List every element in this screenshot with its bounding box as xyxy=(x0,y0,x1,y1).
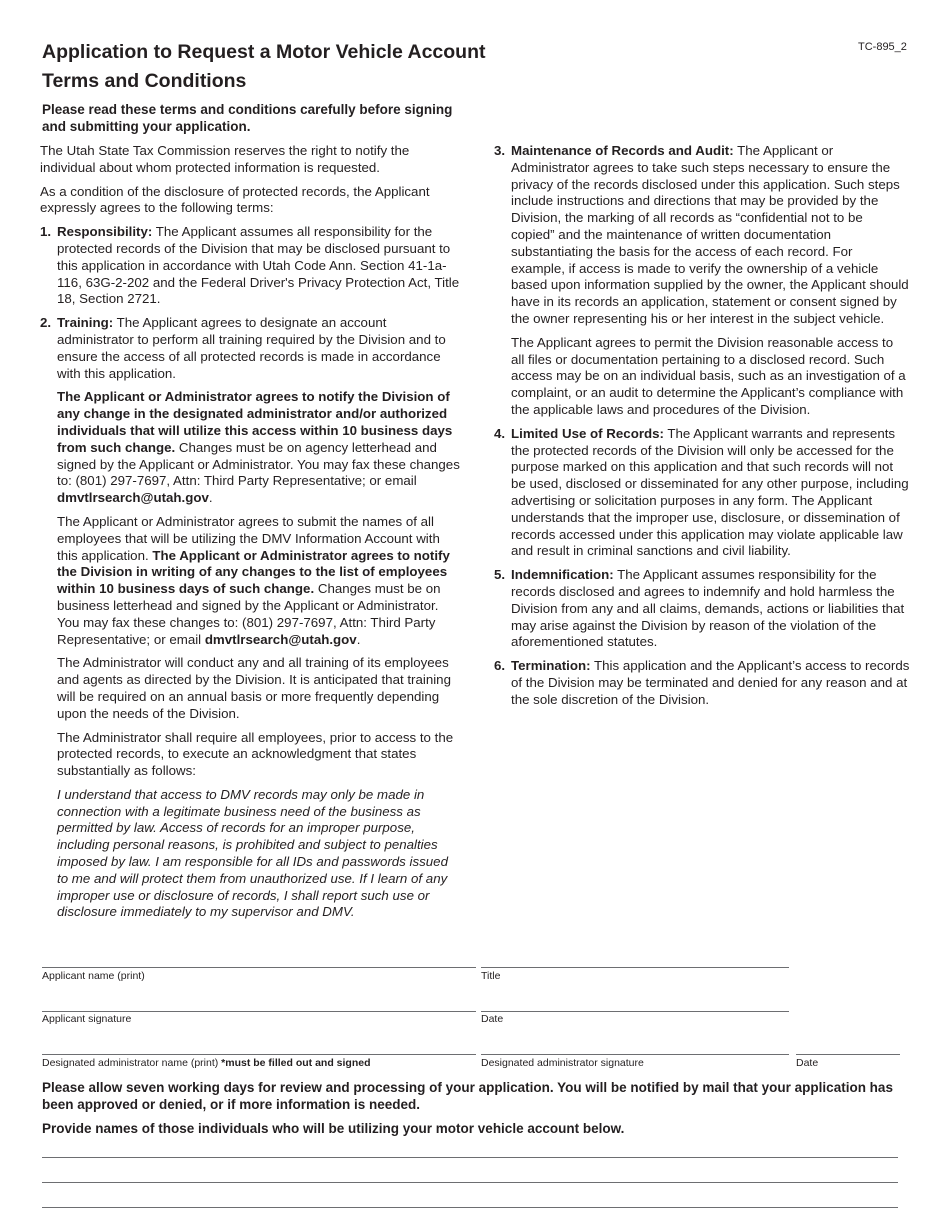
instructions: Please read these terms and conditions carefully before signing and submitting your application. xyxy=(42,102,453,134)
term-responsibility xyxy=(40,224,460,308)
term-heading: Termination: xyxy=(511,658,591,674)
date-field[interactable] xyxy=(481,1011,789,1012)
acknowledgment-statement: I understand that access to DMV records may only be made in connection with a legitimate business need of the business as permitted by law. Access of records for an improper purpose, including personal reasons, is prohibited and subject to penalties imposed by law. I am responsible for all IDs and passwords issued to me and will protect them from unauthorized use. If I learn of any improper use or disclosure of records, I shall report such use or disclosure immediately to my supervisor and DMV. xyxy=(57,786,448,920)
term-number: 6. xyxy=(494,658,506,674)
term-indemnification xyxy=(494,567,910,651)
term-heading: Indemnification: xyxy=(511,567,614,583)
form-number: TC-895_2 xyxy=(858,41,907,53)
page-title: Application to Request a Motor Vehicle Account xyxy=(42,41,486,63)
term-heading: Responsibility: xyxy=(57,224,153,240)
training-submit-bold: The Applicant or Administrator agrees to notify the Division in writing of any changes to the list of employees within 10 business days of such change. xyxy=(57,547,450,597)
term-text: The Applicant or Administrator agrees to take such steps necessary to ensure the privacy of the records disclosed under this application. Such steps include instructions and directions that may be provided by the Division, the marking of all records as “confidential not to be copied” and the maintenance of written documentation substantiating the basis for the access of each record. For example, if access is made to verify the ownership of a vehicle based upon information supplied by the owner, the Applicant should have in its records an application, statement or consent signed by the owner representing his or her interest in the subject vehicle. xyxy=(511,143,909,326)
punctuation: . xyxy=(356,631,361,647)
intro-paragraph-2: As a condition of the disclosure of protected records, the Applicant expressly agrees to the following terms: xyxy=(40,183,430,216)
admin-signature-field[interactable] xyxy=(481,1054,789,1055)
term-text: The Applicant assumes responsibility for the records disclosed and agrees to indemnify and hold harmless the Division from any and all claims, demands, actions or liabilities that may arise against the Division by reason of the violation of the aforementioned statutes. xyxy=(511,567,905,650)
date-label: Date xyxy=(481,1013,504,1025)
name-entry-line[interactable] xyxy=(42,1207,898,1208)
admin-date-field[interactable] xyxy=(796,1054,900,1055)
term-text: The Applicant assumes all responsibility for the protected records of the Division that may be disclosed pursuant to this application in accordance with Utah Code Ann. Section 41-1a-116, 63G-2-202 and the Federal Driver's Privacy Protection Act, Title 18, Section 2721. xyxy=(57,224,460,307)
term-termination xyxy=(494,658,910,708)
applicant-signature-field[interactable] xyxy=(42,1011,476,1012)
admin-name-label xyxy=(42,1057,371,1069)
training-submit-text: The Applicant or Administrator agrees to submit the names of all employees that will be utilizing the DMV Information Account with this application. xyxy=(57,513,440,563)
name-entry-line[interactable] xyxy=(42,1182,898,1183)
left-column xyxy=(40,143,460,928)
term-heading: Training: xyxy=(57,315,114,331)
term-number: 4. xyxy=(494,425,506,441)
applicant-name-field[interactable] xyxy=(42,967,476,968)
names-prompt: Provide names of those individuals who will be utilizing your motor vehicle account below. xyxy=(42,1121,625,1136)
admin-name-label-text: Designated administrator name (print) xyxy=(42,1057,219,1069)
title-field[interactable] xyxy=(481,967,789,968)
applicant-name-label: Applicant name (print) xyxy=(42,970,145,982)
right-column xyxy=(494,143,910,716)
term-number: 2. xyxy=(40,315,52,331)
term-heading: Limited Use of Records: xyxy=(511,425,664,441)
training-paragraph-3 xyxy=(40,514,460,648)
punctuation: . xyxy=(208,490,213,506)
term-text: This application and the Applicant’s access to records of the Division may be terminated and denied for any reason and at the sole discretion of the Division. xyxy=(511,658,910,707)
admin-date-label: Date xyxy=(796,1057,819,1069)
training-notify-text: Changes must be on agency letterhead and signed by the Applicant or Administrator. You may fax these changes to: (801) 297-7697, Attn: Third Party Representative; or email xyxy=(57,439,460,489)
email-address: dmvtlrsearch@utah.gov xyxy=(204,631,357,647)
term-training xyxy=(40,315,460,382)
intro-paragraph-1: The Utah State Tax Commission reserves the right to notify the individual about whom protected information is requested. xyxy=(40,143,410,175)
title-label: Title xyxy=(481,970,501,982)
term-text: The Applicant agrees to designate an account administrator to perform all training required by the Division and to ensure the access of all protected records is made in accordance with this application. xyxy=(57,315,446,381)
training-paragraph-4: The Administrator will conduct any and all training of its employees and agents as directed by the Division. It is anticipated that training will be required on an annual basis or more frequently depending upon the needs of the Division. xyxy=(57,655,451,721)
training-notify-bold: The Applicant or Administrator agrees to notify the Division of any change in the designated administrator and/or authorized individuals that will utilize this access within 10 business days from such change. xyxy=(57,389,453,455)
term-number: 5. xyxy=(494,567,506,583)
training-paragraph-2 xyxy=(40,389,460,507)
term-number: 1. xyxy=(40,224,52,240)
term-text: The Applicant warrants and represents the protected records of the Division will only be accessed for the purpose marked on this application and that such records will not be used, disclosed or disseminated for any other purpose, including advertising or solicitation purposes in any form. The Applicant understands that the improper use, disclosure, or dissemination of records accessed under this application may violate applicable law and result in criminal sanctions and civil liability. xyxy=(511,425,909,559)
term-maintenance xyxy=(494,143,910,328)
email-address: dmvtlrsearch@utah.gov xyxy=(57,490,209,506)
page-subtitle: Terms and Conditions xyxy=(42,70,247,92)
applicant-signature-label: Applicant signature xyxy=(42,1013,132,1025)
training-submit-text-2: Changes must be on business letterhead and signed by the Applicant or Administrator. You may fax these changes to: (801) 297-7697, Attn: Third Party Representative; or email xyxy=(57,581,441,647)
admin-name-field[interactable] xyxy=(42,1054,476,1055)
processing-note: Please allow seven working days for review and processing of your application. You will be notified by mail that your application has been approved or denied, or if more information is needed. xyxy=(42,1080,893,1112)
admin-name-note: *must be filled out and signed xyxy=(218,1057,371,1069)
term-limited-use xyxy=(494,426,910,560)
maintenance-paragraph-2: The Applicant agrees to permit the Division reasonable access to all files or documentation pertaining to a disclosed record. Such access may be on an individual basis, such as an investigation of a complaint, or an audit to determine the Applicant’s compliance with the applicable laws and procedures of the Division. xyxy=(511,334,906,417)
term-heading: Maintenance of Records and Audit: xyxy=(511,143,734,158)
training-paragraph-5: The Administrator shall require all employees, prior to access to the protected records, to execute an acknowledgment that states substantially as follows: xyxy=(57,729,454,779)
name-entry-line[interactable] xyxy=(42,1157,898,1158)
term-number: 3. xyxy=(494,143,506,158)
admin-signature-label: Designated administrator signature xyxy=(481,1057,644,1069)
